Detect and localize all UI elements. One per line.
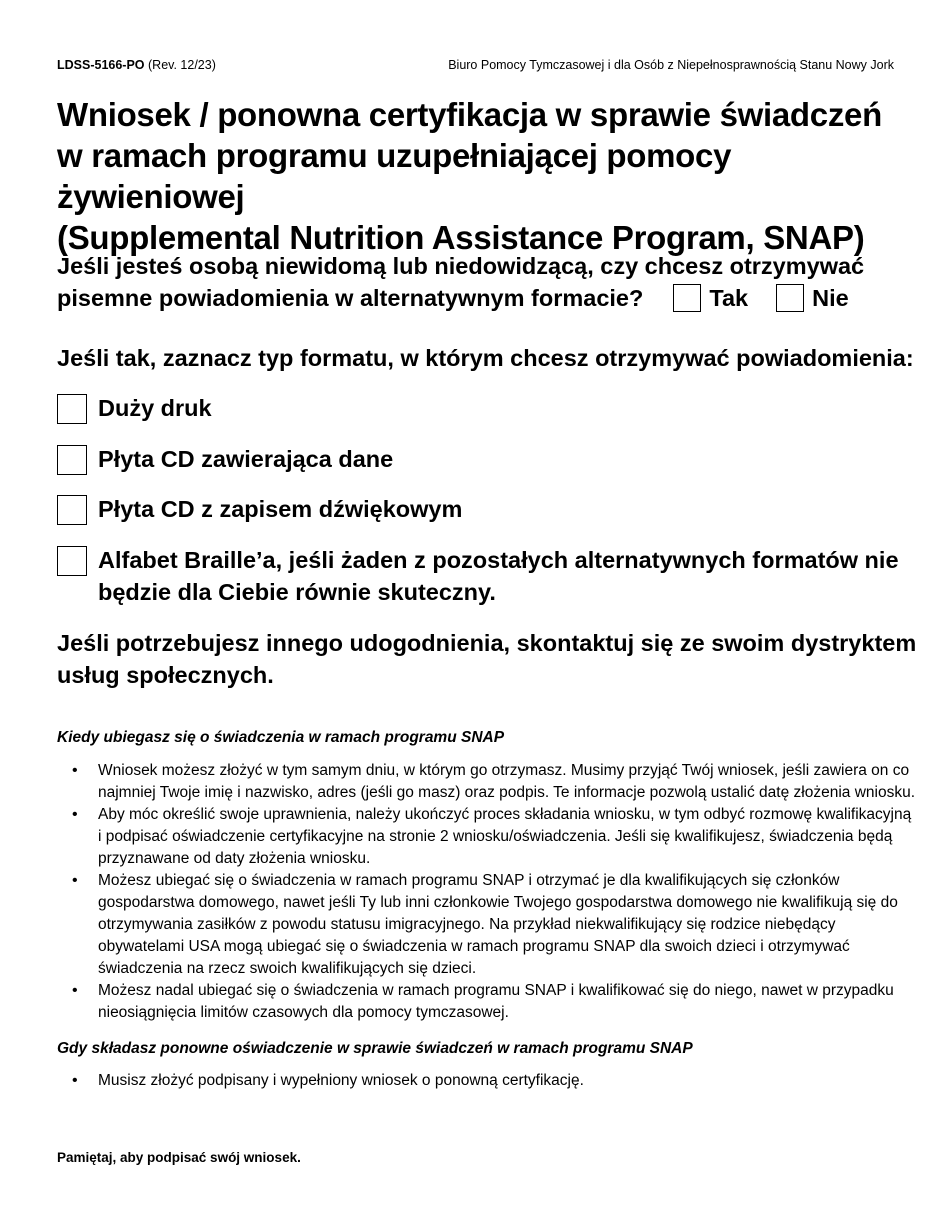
apply-section-list xyxy=(57,760,917,1024)
title-line-1: Wniosek / ponowna certyfikacja w sprawie świadczeń xyxy=(57,96,882,133)
agency-name: Biuro Pomocy Tymczasowej i dla Osób z Niepełnosprawnością Stanu Nowy Jork xyxy=(448,58,894,72)
format-option-data-cd xyxy=(57,443,917,475)
large-print-label: Duży druk xyxy=(98,395,212,421)
list-item: • Możesz nadal ubiegać się o świadczenia w ramach programu SNAP i kwalifikować się do niego, nawet w przypadku nieosiągnięcia limitów czasowych dla pomocy tymczasowej. xyxy=(57,980,917,1024)
accommodation-note: Jeśli potrzebujesz innego udogodnienia, skontaktuj się ze swoim dystryktem usług społecznych. xyxy=(57,630,917,688)
recert-section-heading: Gdy składasz ponowne oświadczenie w sprawie świadczeń w ramach programu SNAP xyxy=(57,1040,693,1057)
yes-checkbox[interactable] xyxy=(673,284,701,312)
list-item: • Możesz ubiegać się o świadczenia w ramach programu SNAP i otrzymać je dla kwalifikujących się członków gospodarstwa domowego, nawet jeśli Ty lub inni członkowie Twojego gospodarstwa domowego nie kwalifikują się do otrzymywania zasiłków z powodu statusu imigracyjnego. Na przykład niekwalifikujący się rodzice niebędący obywatelami USA mogą ubiegać się o świadczenia w ramach programu SNAP dla swoich dzieci i otrzymywać świadczenia na rzecz swoich kwalifikujących się dzieci. xyxy=(57,870,917,980)
list-item: • Aby móc określić swoje uprawnienia, należy ukończyć proces składania wniosku, w tym odbyć rozmowę kwalifikacyjną i podpisać oświadczenie certyfikacyjne na stronie 2 wniosku/oświadczenia. Jeśli się kwalifikujesz, świadczenia będą przyznawane od daty złożenia wniosku. xyxy=(57,804,917,870)
format-option-braille xyxy=(57,544,917,608)
title-line-3: (Supplemental Nutrition Assistance Program, SNAP) xyxy=(57,219,865,256)
form-revision: (Rev. 12/23) xyxy=(148,58,216,72)
list-item: • Musisz złożyć podpisany i wypełniony wniosek o ponowną certyfikację. xyxy=(57,1070,917,1092)
format-question: Jeśli tak, zaznacz typ formatu, w którym chcesz otrzymywać powiadomienia: xyxy=(57,345,914,371)
braille-label: Alfabet Braille’a, jeśli żaden z pozostałych alternatywnych formatów nie będzie dla Ciebie równie skuteczny. xyxy=(98,547,899,605)
large-print-checkbox[interactable] xyxy=(57,394,87,424)
braille-checkbox[interactable] xyxy=(57,546,87,576)
audio-cd-checkbox[interactable] xyxy=(57,495,87,525)
alt-format-question-text: pisemne powiadomienia w alternatywnym formacie? xyxy=(57,285,644,311)
no-label: Nie xyxy=(812,285,849,311)
yes-label: Tak xyxy=(709,285,749,311)
data-cd-label: Płyta CD zawierająca dane xyxy=(98,446,394,472)
page-header xyxy=(57,58,894,74)
apply-section-heading: Kiedy ubiegasz się o świadczenia w ramach programu SNAP xyxy=(57,729,505,746)
sign-reminder: Pamiętaj, aby podpisać swój wniosek. xyxy=(57,1150,301,1165)
format-option-audio-cd xyxy=(57,493,917,525)
title-line-2: w ramach programu uzupełniającej pomocy żywieniowej xyxy=(57,137,732,215)
list-item: • Wniosek możesz złożyć w tym samym dniu, w którym go otrzymasz. Musimy przyjąć Twój wniosek, jeśli zawiera on co najmniej Twoje imię i nazwisko, adres (jeśli go masz) oraz podpis. Te informacje pozwolą ustalić datę złożenia wniosku. xyxy=(57,760,917,804)
form-code: LDSS-5166-PO xyxy=(57,58,145,72)
form-identifier xyxy=(57,58,216,72)
data-cd-checkbox[interactable] xyxy=(57,445,87,475)
audio-cd-label: Płyta CD z zapisem dźwiękowym xyxy=(98,496,463,522)
format-option-large-print xyxy=(57,392,917,424)
recert-section-list xyxy=(57,1070,917,1092)
no-checkbox[interactable] xyxy=(776,284,804,312)
alt-format-question-line-2 xyxy=(57,282,917,314)
alt-format-question xyxy=(57,250,917,314)
page-title xyxy=(57,94,917,258)
alt-format-question-line-1: Jeśli jesteś osobą niewidomą lub niedowidzącą, czy chcesz otrzymywać xyxy=(57,253,865,279)
